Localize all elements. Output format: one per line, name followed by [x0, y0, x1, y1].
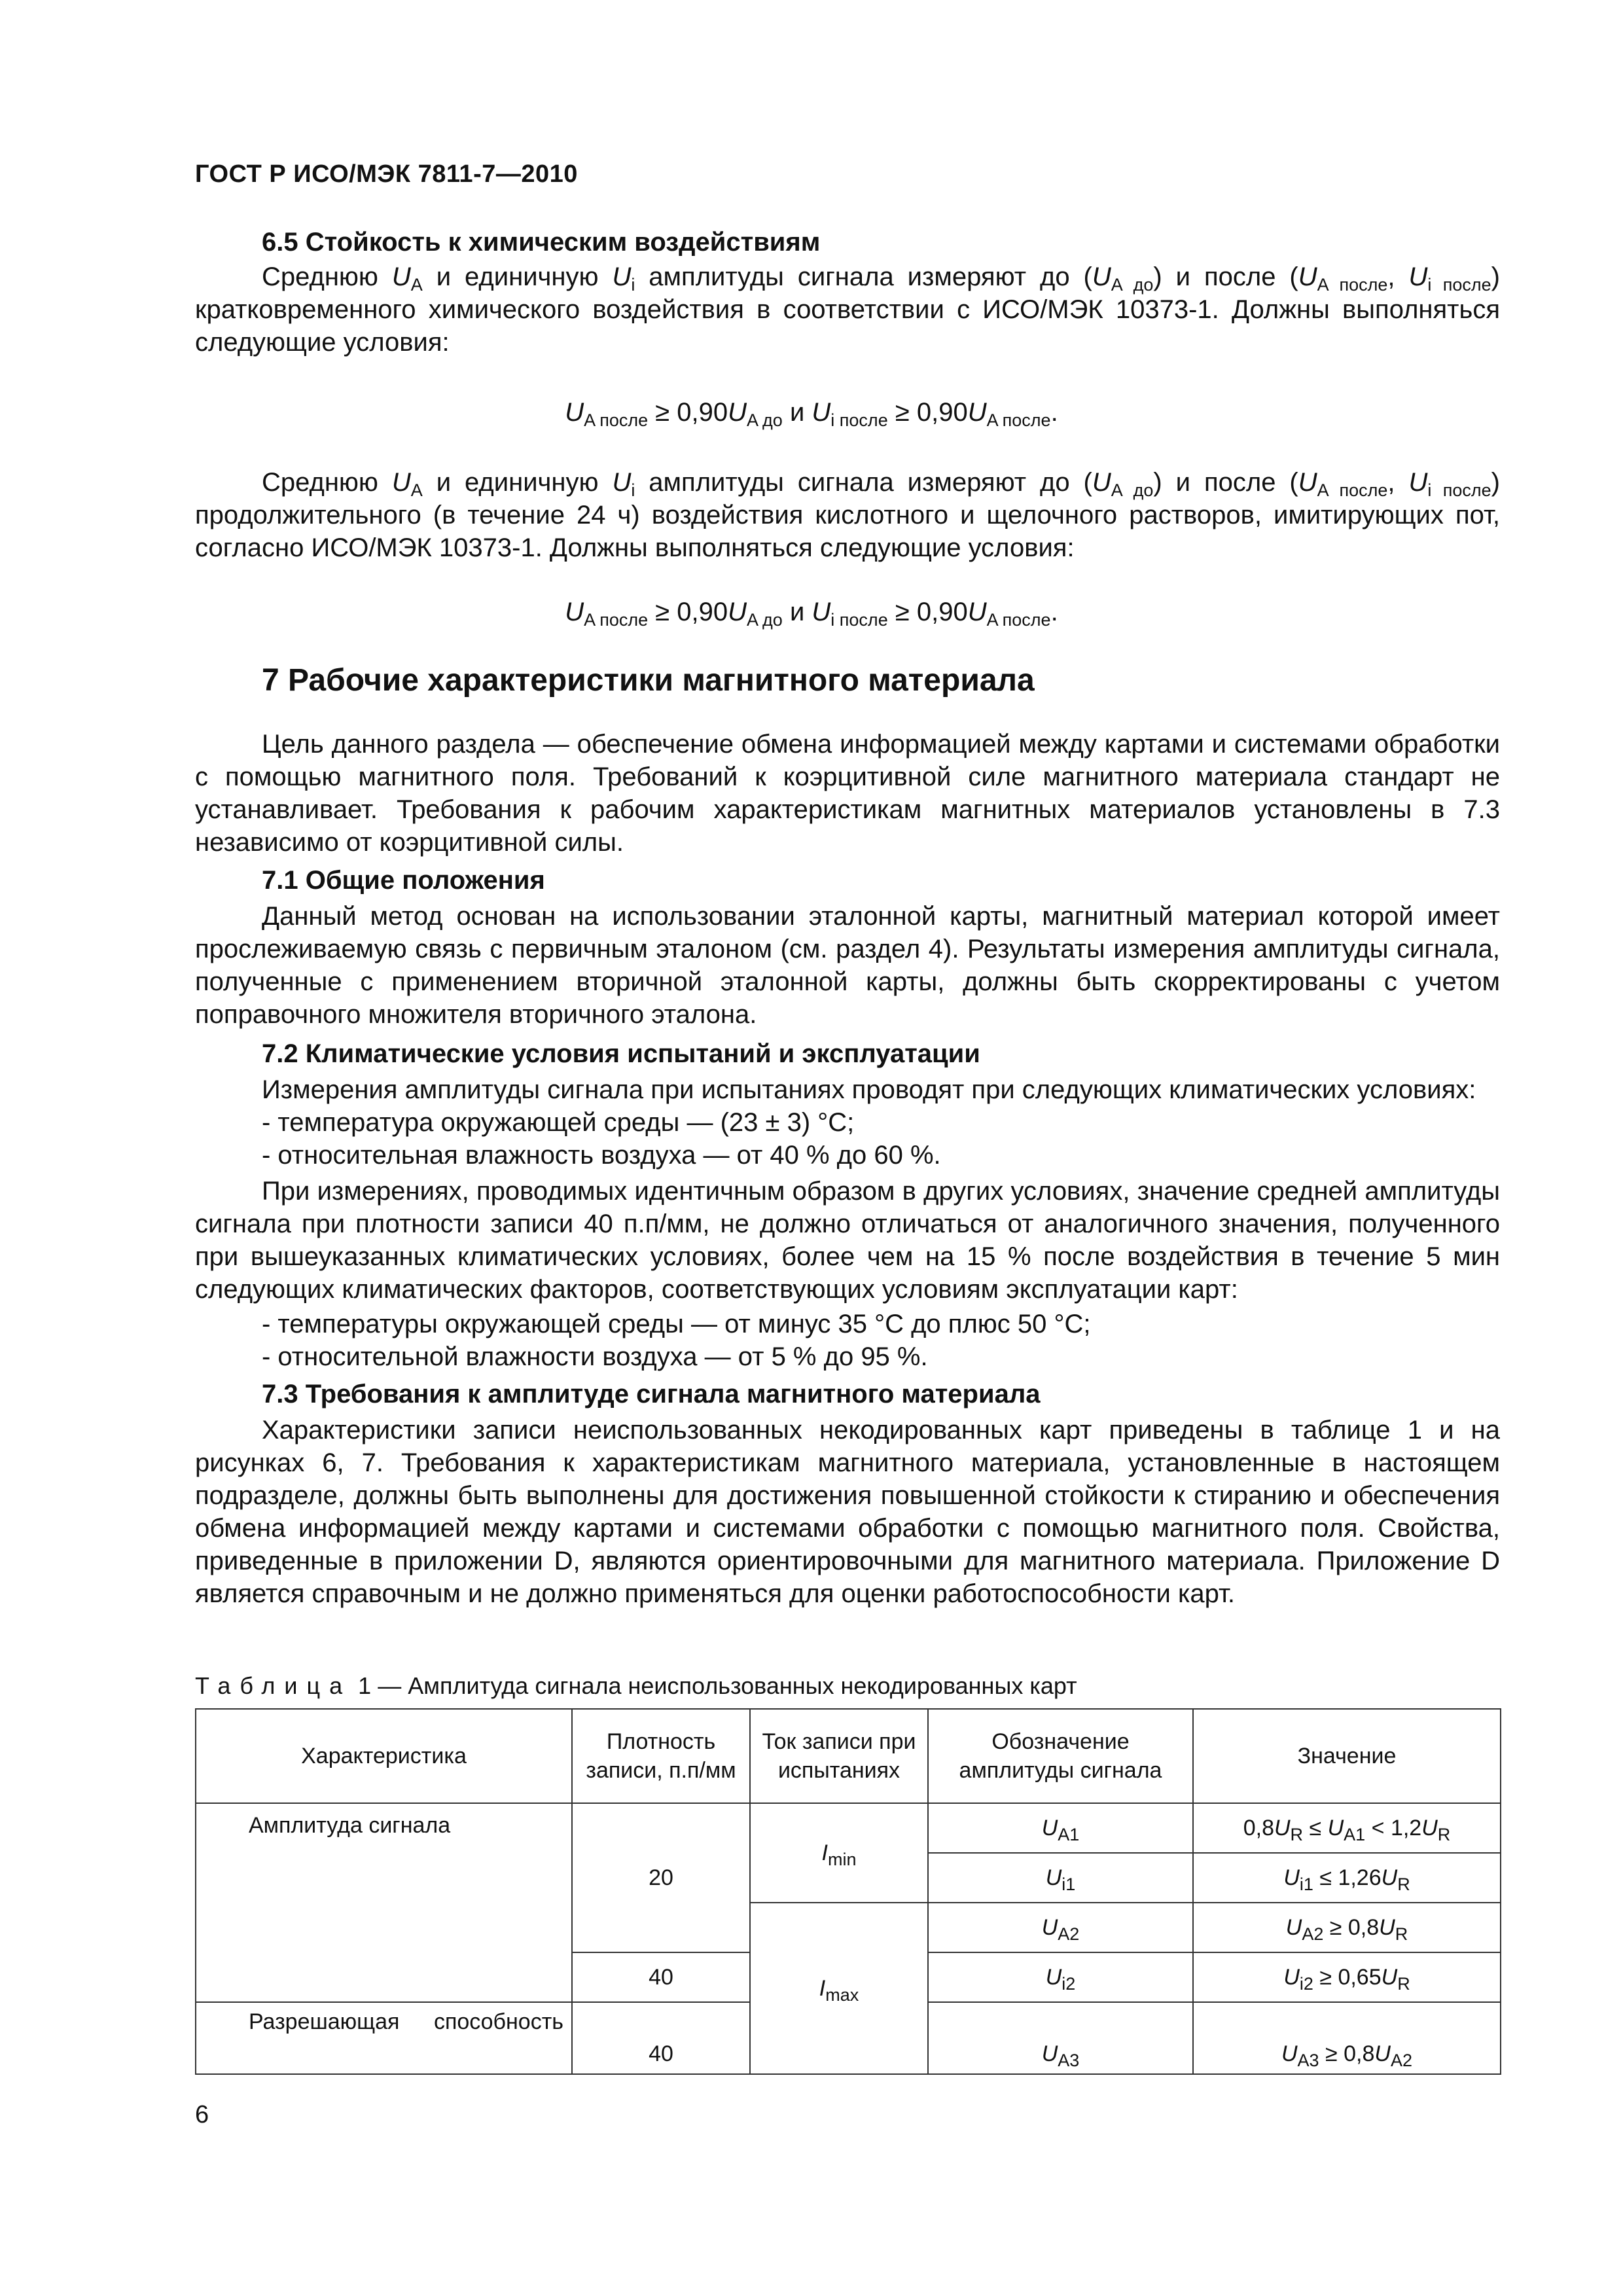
- list-item: - температура окружающей среды — (23 ± 3) °С;: [262, 1108, 855, 1137]
- section-7-1-title: 7.1 Общие положения: [262, 866, 545, 895]
- section-7-intro: Цель данного раздела — обеспечение обмена информацией между картами и системами обработки с помощью магнитного поля. Требований к коэрцитивной силе магнитного материала стандарт не устанавливает. Требования к рабочим характеристикам магнитных материалов установлены в 7.3 независимо от коэрцитивной силы.: [195, 730, 1500, 857]
- value-cell: $0,8U_R \le U_{A1} < 1,2U_R$: [1193, 1803, 1501, 1853]
- symbol-cell: $U_{A1}$: [928, 1803, 1193, 1853]
- table-caption: Таблица 1 — Амплитуда сигнала неиспользованных некодированных карт: [195, 1672, 1077, 1699]
- table-header-row: [196, 1709, 1501, 1803]
- section-7-1-text: Данный метод основан на использовании эталонной карты, магнитный материал которой имеет прослеживаемую связь с первичным эталоном (см. раздел 4). Результаты измерения амплитуды сигнала, полученные с применением вторичной эталонной карты, должны быть скорректированы с учетом поправочного множителя вторичного эталона.: [195, 902, 1500, 1029]
- current-cell: $I_{min}$: [750, 1803, 928, 1903]
- density-cell: 20: [572, 1803, 750, 1952]
- section-7-3-title: 7.3 Требования к амплитуде сигнала магнитного материала: [262, 1380, 1041, 1408]
- list-item: - относительная влажность воздуха — от 40 % до 60 %.: [262, 1141, 941, 1170]
- value-cell: $U_{A3} \ge 0,8U_{A2}$: [1193, 2002, 1501, 2074]
- section-7-2-list-1: [262, 1106, 1499, 1172]
- section-6-5-paragraph-2: Среднюю $U_A$ и единичную $U_i$ амплитуды сигнала измеряют до $(U_{A до})$ и после ($U_{A после}$, $U_{i после}$) продолжительного (в течение 24 ч) воздействия кислотного и щелочного растворов, имитирующих пот, согласно ИСО/МЭК 10373-1. Должны выполняться следующие условия:: [195, 468, 1500, 562]
- header-cell: Значение: [1193, 1709, 1501, 1803]
- formula-2: $U_{A после} \ge 0,90U_{A до}$ и $U_{i после} \ge 0,90U_{A после}$.: [565, 598, 1058, 630]
- symbol-cell: $U_{A2}$: [928, 1903, 1193, 1952]
- section-6-5-paragraph-1: Среднюю $U_A$ и единичную $U_i$ амплитуды сигнала измеряют до $(U_{A до})$ и после ($U_{A после}$, $U_{i после}$) кратковременного химического воздействия в соответствии с ИСО/МЭК 10373-1. Должны выполняться следующие условия:: [195, 262, 1500, 357]
- header-cell: Характеристика: [196, 1709, 572, 1803]
- table-row: [196, 1803, 1501, 1853]
- list-item: - температуры окружающей среды — от минус 35 °С до плюс 50 °С;: [262, 1310, 1091, 1338]
- formula-1: $U_{A после} \ge 0,90U_{A до}$ и $U_{i после} \ge 0,90U_{A после}$.: [565, 398, 1058, 430]
- symbol-cell: $U_{A3}$: [928, 2002, 1193, 2074]
- section-7-2-title: 7.2 Климатические условия испытаний и эксплуатации: [262, 1039, 980, 1068]
- value-cell: $U_{i1} \le 1,26U_R$: [1193, 1853, 1501, 1903]
- list-item: - относительной влажности воздуха — от 5 % до 95 %.: [262, 1342, 928, 1371]
- value-cell: $U_{i2} \ge 0,65U_R$: [1193, 1952, 1501, 2002]
- section-7-2-lead: Измерения амплитуды сигнала при испытаниях проводят при следующих климатических условиях:: [262, 1075, 1476, 1104]
- section-7-title: 7 Рабочие характеристики магнитного материала: [262, 663, 1035, 698]
- section-6-5-title: 6.5 Стойкость к химическим воздействиям: [262, 228, 821, 257]
- characteristic-cell: Амплитуда сигнала: [196, 1803, 572, 2002]
- symbol-cell: $U_{i2}$: [928, 1952, 1193, 2002]
- header-cell: Плотность записи, п.п/мм: [572, 1709, 750, 1803]
- current-cell: $I_{max}$: [750, 1903, 928, 2074]
- characteristic-cell: Разрешающая способность: [196, 2002, 572, 2074]
- symbol-cell: $U_{i1}$: [928, 1853, 1193, 1903]
- document-header: ГОСТ Р ИСО/МЭК 7811-7—2010: [195, 160, 578, 188]
- section-7-2-text: При измерениях, проводимых идентичным образом в других условиях, значение средней амплитуды сигнала при плотности записи 40 п.п/мм, не должно отличаться от аналогичного значения, полученного при вышеуказанных климатических условиях, более чем на 15 % после воздействия в течение 5 мин следующих климатических факторов, соответствующих условиям эксплуатации карт:: [195, 1177, 1500, 1304]
- density-cell: 40: [572, 2002, 750, 2074]
- header-cell: Обозначение амплитуды сигнала: [928, 1709, 1193, 1803]
- section-7-3-text: Характеристики записи неиспользованных некодированных карт приведены в таблице 1 и на рисунках 6, 7. Требования к характеристикам магнитного материала, установленные в настоящем подразделе, должны быть выполнены для достижения повышенной стойкости к стиранию и обеспечения обмена информацией между картами и системами обработки с помощью магнитного поля. Свойства, приведенные в приложении D, являются ориентировочными для магнитного материала. Приложение D является справочным и не должно применяться для оценки работоспособности карт.: [195, 1416, 1500, 1608]
- page-number: 6: [195, 2101, 209, 2128]
- value-cell: $U_{A2} \ge 0,8U_R$: [1193, 1903, 1501, 1952]
- signal-amplitude-table: [195, 1708, 1501, 2075]
- density-cell: 40: [572, 1952, 750, 2002]
- header-cell: Ток записи при испытаниях: [750, 1709, 928, 1803]
- section-7-2-list-2: [262, 1308, 1499, 1373]
